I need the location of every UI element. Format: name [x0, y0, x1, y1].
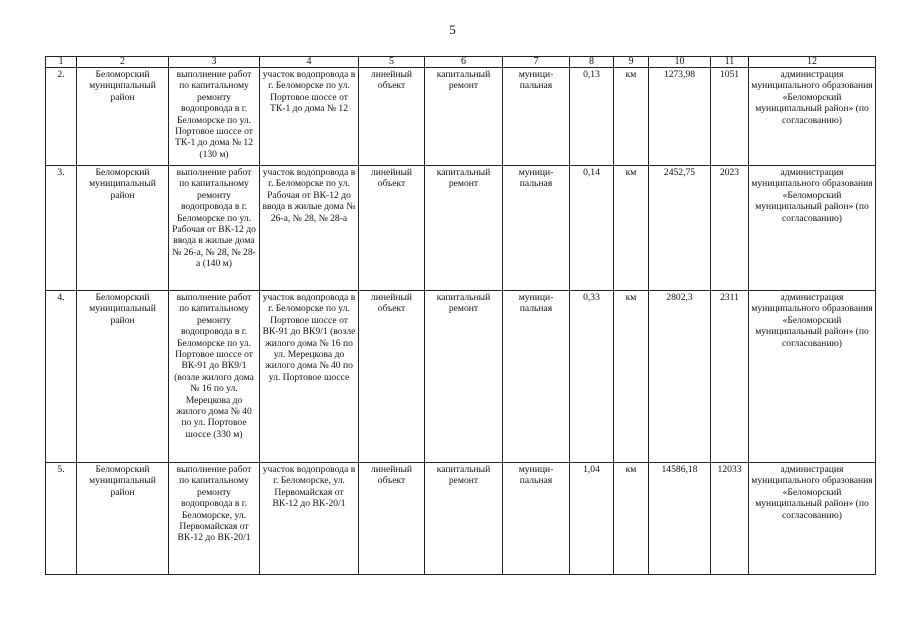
column-number: 9	[614, 57, 649, 68]
column-number: 2	[77, 57, 169, 68]
object-cell: участок водопровода в г. Беломорске, ул. Первомайская от ВК-12 до ВК-20/1	[260, 463, 359, 575]
capacity-cell: 0,13	[570, 68, 614, 166]
funding-cell: 12033	[711, 463, 749, 575]
column-number: 5	[359, 57, 425, 68]
column-number: 10	[649, 57, 711, 68]
column-number: 1	[46, 57, 77, 68]
cost-cell: 2802,3	[649, 291, 711, 463]
works-table	[45, 56, 876, 575]
work-description-cell: выполнение работ по капитальному ремонту водопровода в г. Беломорске по ул. Рабочая от ВК-12 до ввода в жилые дома № 26-а, № 28, № 28-а (140 м)	[169, 166, 260, 291]
column-number: 4	[260, 57, 359, 68]
object-cell: участок водопровода в г. Беломорске по ул. Рабочая от ВК-12 до ввода в жилые дома № 26-а, № 28, № 28-а	[260, 166, 359, 291]
cost-cell: 2452,75	[649, 166, 711, 291]
row-index: 4.	[46, 291, 77, 463]
municipality-cell: Беломорский муниципальный район	[77, 68, 169, 166]
object-type-cell: линейный объект	[359, 68, 425, 166]
responsible-cell: администрация муниципального образования «Беломорский муниципальный район» (по согласованию)	[749, 463, 876, 575]
cost-cell: 14586,18	[649, 463, 711, 575]
column-number: 8	[570, 57, 614, 68]
column-number: 7	[503, 57, 570, 68]
municipality-cell: Беломорский муниципальный район	[77, 291, 169, 463]
capacity-cell: 0,33	[570, 291, 614, 463]
capacity-cell: 1,04	[570, 463, 614, 575]
object-type-cell: линейный объект	[359, 166, 425, 291]
object-cell: участок водопровода в г. Беломорске по ул. Портовое шоссе от ТК-1 до дома № 12	[260, 68, 359, 166]
work-type-cell: капитальный ремонт	[425, 463, 503, 575]
table-row	[46, 463, 876, 575]
work-description-cell: выполнение работ по капитальному ремонту водопровода в г. Беломорске по ул. Портовое шоссе от ВК-91 до ВК9/1 (возле жилого дома № 16 по ул. Мерецкова до жилого дома № 40 по ул. Портовое шоссе (330 м)	[169, 291, 260, 463]
page-number: 5	[449, 22, 456, 37]
work-type-cell: капитальный ремонт	[425, 166, 503, 291]
unit-cell: км	[614, 463, 649, 575]
work-description-cell: выполнение работ по капитальному ремонту водопровода в г. Беломорске, ул. Первомайская от ВК-12 до ВК-20/1	[169, 463, 260, 575]
cost-cell: 1273,98	[649, 68, 711, 166]
responsible-cell: администрация муниципального образования «Беломорский муниципальный район» (по согласованию)	[749, 166, 876, 291]
table-row	[46, 166, 876, 291]
funding-cell: 1051	[711, 68, 749, 166]
municipality-cell: Беломорский муниципальный район	[77, 463, 169, 575]
column-number: 6	[425, 57, 503, 68]
row-index: 2.	[46, 68, 77, 166]
ownership-cell: муници-пальная	[503, 166, 570, 291]
funding-cell: 2023	[711, 166, 749, 291]
unit-cell: км	[614, 166, 649, 291]
unit-cell: км	[614, 68, 649, 166]
row-index: 5.	[46, 463, 77, 575]
municipality-cell: Беломорский муниципальный район	[77, 166, 169, 291]
column-number: 11	[711, 57, 749, 68]
object-type-cell: линейный объект	[359, 291, 425, 463]
work-type-cell: капитальный ремонт	[425, 291, 503, 463]
object-cell: участок водопровода в г. Беломорске по ул. Портовое шоссе от ВК-91 до ВК9/1 (возле жилого дома № 16 по ул. Мерецкова до жилого дома № 40 по ул. Портовое шоссе	[260, 291, 359, 463]
column-number-row	[46, 57, 876, 68]
ownership-cell: муници-пальная	[503, 291, 570, 463]
ownership-cell: муници-пальная	[503, 68, 570, 166]
row-index: 3.	[46, 166, 77, 291]
work-type-cell: капитальный ремонт	[425, 68, 503, 166]
responsible-cell: администрация муниципального образования «Беломорский муниципальный район» (по согласованию)	[749, 68, 876, 166]
object-type-cell: линейный объект	[359, 463, 425, 575]
capacity-cell: 0,14	[570, 166, 614, 291]
work-description-cell: выполнение работ по капитальному ремонту водопровода в г. Беломорске по ул. Портовое шоссе от ТК-1 до дома № 12 (130 м)	[169, 68, 260, 166]
table-row	[46, 291, 876, 463]
funding-cell: 2311	[711, 291, 749, 463]
ownership-cell: муници-пальная	[503, 463, 570, 575]
column-number: 12	[749, 57, 876, 68]
unit-cell: км	[614, 291, 649, 463]
responsible-cell: администрация муниципального образования «Беломорский муниципальный район» (по согласованию)	[749, 291, 876, 463]
column-number: 3	[169, 57, 260, 68]
table-row	[46, 68, 876, 166]
